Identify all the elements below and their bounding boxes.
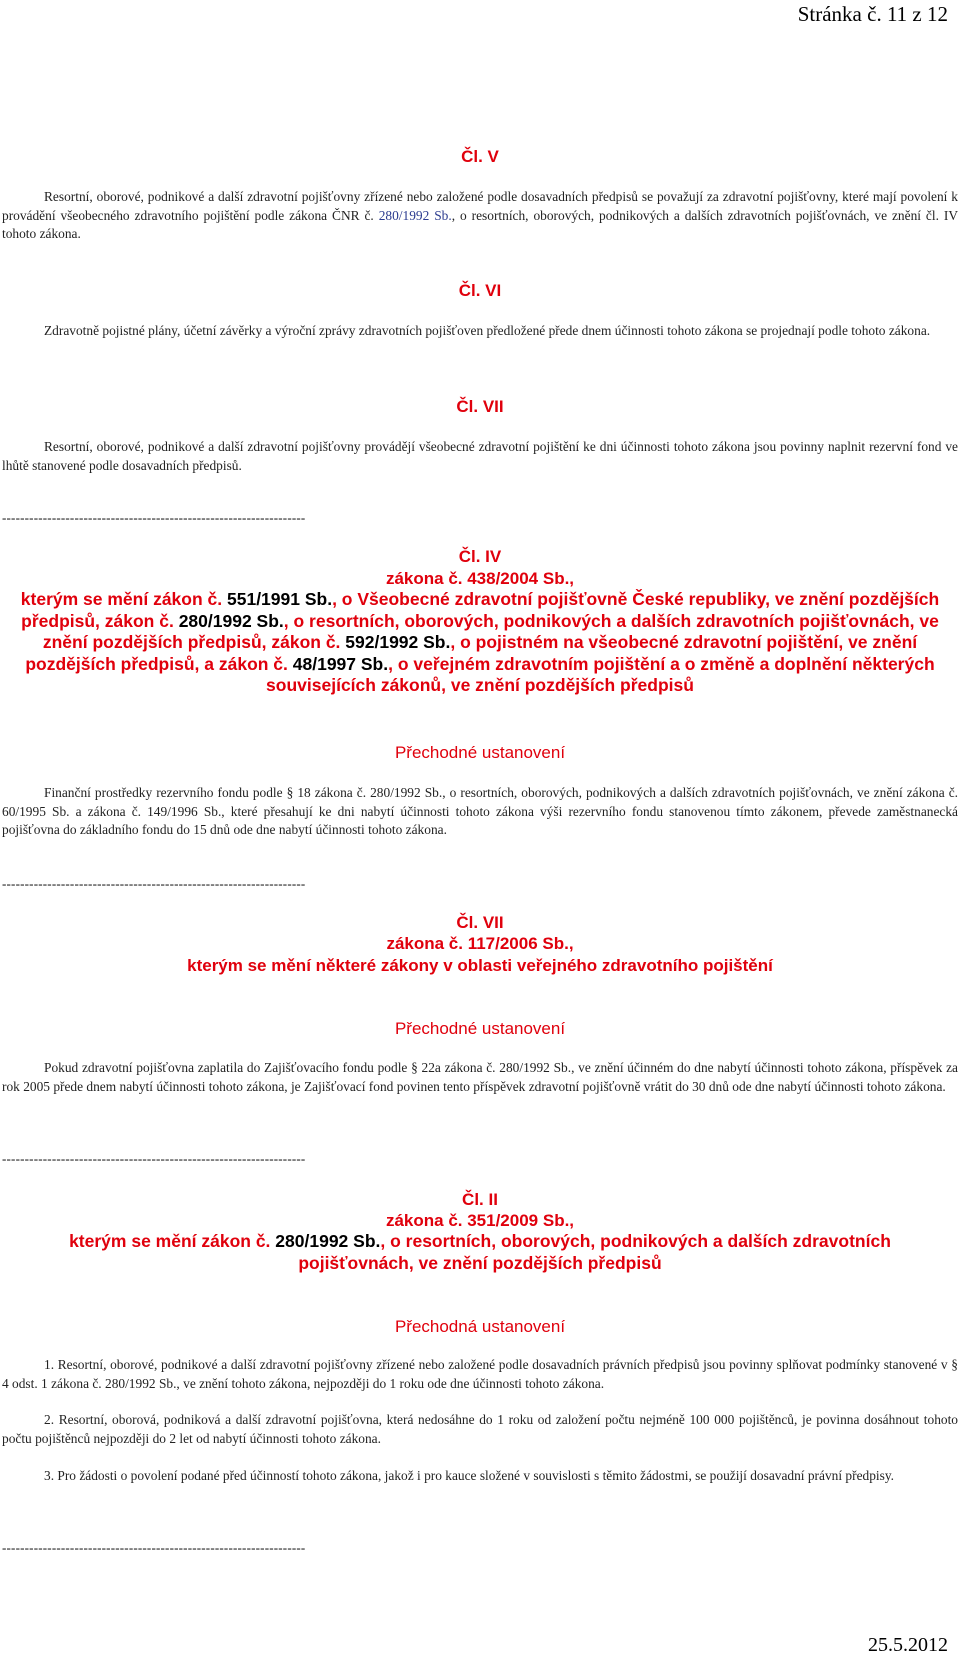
law-link-280-1992[interactable]: 280/1992 Sb. bbox=[178, 610, 284, 631]
transitional-provision-title: Přechodné ustanovení bbox=[394, 1019, 566, 1038]
amendment-law-438-2004: zákona č. 438/2004 Sb., bbox=[385, 569, 575, 588]
separator: ------------------------------------------------------------------- bbox=[2, 1540, 306, 1555]
article-title-v: Čl. V bbox=[461, 147, 499, 166]
amendment-117-description: kterým se mění některé zákony v oblasti veřejného zdravotního pojištění bbox=[187, 956, 773, 975]
law-link-280-1992[interactable]: 280/1992 Sb. bbox=[378, 207, 452, 223]
transitional-provision-text: Finanční prostředky rezervního fondu podle § 18 zákona č. 280/1992 Sb., o resortních, oborových, podnikových a dalších zdravotních pojišťovnách, ve znění zákona č. 60/1995 Sb. a zákona č. 149/1996 Sb., které přesahují ke dni nabytí účinnosti tohoto zákona výši rezervního fondu stanovenou tímto zákonem, převede zaměstnanecká pojišťovna do základního fondu do 15 dnů ode dne nabytí účinnosti tohoto zákona. bbox=[2, 785, 958, 837]
article-title-vii: Čl. VII bbox=[456, 397, 504, 416]
law-link-280-1992[interactable]: 280/1992 Sb. bbox=[275, 1231, 381, 1251]
provision-item-3: 3. Pro žádosti o povolení podané před účinností tohoto zákona, jakož i pro kauce složené v souvislosti s těmito žádostmi, se použijí dosavadní právní předpisy. bbox=[44, 1468, 895, 1483]
desc-part: kterým se mění zákon č. bbox=[20, 589, 227, 609]
amendment-article-ii: Čl. II bbox=[462, 1190, 498, 1209]
amendment-article-vii: Čl. VII bbox=[456, 913, 504, 932]
desc-part: , o veřejném zdravotním pojištění a o změně a doplnění některých souvisejících zákonů, ve znění pozdějších předpisů bbox=[266, 653, 935, 695]
transitional-provision-text: Pokud zdravotní pojišťovna zaplatila do Zajišťovacího fondu podle § 22a zákona č. 280/1992 Sb., ve znění účinném do dne nabytí účinnosti tohoto zákona, příspěvek za rok 2005 přede dnem nabytí účinnosti tohoto zákona, je Zajišťovací fond povinen tento příspěvek zdravotní pojišťovně vrátit do 30 dnů ode dne nabytí účinnosti tohoto zákona. bbox=[2, 1060, 958, 1094]
separator: ------------------------------------------------------------------- bbox=[2, 876, 306, 891]
desc-part: , o Všeobecné zdravotní pojišťovně České republiky, ve znění pozdějších předpisů, zákon č. bbox=[21, 589, 940, 631]
provision-item-2: 2. Resortní, oborová, podniková a další zdravotní pojišťovna, která nedosáhne do 1 roku od založení počtu nejméně 100 000 pojištěnců, je povinna dosáhnout tohoto počtu pojištěnců nejpozději do 2 let od nabytí účinnosti tohoto zákona. bbox=[2, 1412, 958, 1446]
footer-date: 25.5.2012 bbox=[868, 1634, 948, 1656]
amendment-351-description bbox=[20, 1231, 940, 1274]
separator: ------------------------------------------------------------------- bbox=[2, 510, 306, 525]
page-number: Stránka č. 11 z 12 bbox=[797, 2, 948, 26]
article-title-vi: Čl. VI bbox=[458, 281, 502, 300]
amendment-article-iv: Čl. IV bbox=[458, 547, 502, 566]
separator: ------------------------------------------------------------------- bbox=[2, 1151, 306, 1166]
transitional-provisions-title: Přechodná ustanovení bbox=[394, 1317, 566, 1336]
article-v-text bbox=[2, 188, 958, 244]
transitional-provision-title: Přechodné ustanovení bbox=[394, 743, 566, 762]
provision-item-1: 1. Resortní, oborové, podnikové a další zdravotní pojišťovny zřízené nebo založené podle dosavadních právních předpisů jsou povinny splňovat podmínky stanovené v § 4 odst. 1 zákona č. 280/1992 Sb., ve znění tohoto zákona, nejpozději do 1 roku ode dne účinnosti tohoto zákona. bbox=[2, 1357, 958, 1391]
amendment-438-description bbox=[20, 589, 940, 697]
law-link-48-1997[interactable]: 48/1997 Sb. bbox=[292, 653, 389, 674]
law-link-551-1991[interactable]: 551/1991 Sb. bbox=[227, 589, 333, 609]
amendment-law-117-2006: zákona č. 117/2006 Sb., bbox=[386, 934, 574, 953]
desc-part: kterým se mění zákon č. bbox=[69, 1231, 276, 1251]
desc-part: , o resortních, oborových, podnikových a dalších zdravotních pojišťovnách, ve znění pozdějších předpisů, zákon č. bbox=[42, 610, 939, 652]
desc-part: , o resortních, oborových, podnikových a dalších zdravotních pojišťovnách, ve znění pozdějších předpisů bbox=[298, 1231, 891, 1273]
desc-part: , o pojistném na všeobecné zdravotní pojištění, ve znění pozdějších předpisů, a zákon č. bbox=[25, 632, 918, 674]
law-link-592-1992[interactable]: 592/1992 Sb. bbox=[345, 632, 451, 652]
amendment-law-351-2009: zákona č. 351/2009 Sb., bbox=[385, 1211, 575, 1230]
article-v-text-a: Resortní, oborové, podnikové a další zdravotní pojišťovny zřízené nebo založené podle dosavadních předpisů se považují za zdravotní pojišťovny, které mají povolení k provádění všeobecného zdravotního pojištění podle zákona ČNR č. bbox=[2, 189, 958, 223]
article-vii-text: Resortní, oborové, podnikové a další zdravotní pojišťovny provádějí všeobecné zdravotní pojištění ke dni účinnosti tohoto zákona jsou povinny naplnit rezervní fond ve lhůtě stanovené podle dosavadních předpisů. bbox=[2, 439, 958, 473]
article-vi-text: Zdravotně pojistné plány, účetní závěrky a výroční zprávy zdravotních pojišťoven předložené přede dnem účinnosti tohoto zákona se projednají podle tohoto zákona. bbox=[44, 323, 931, 338]
article-v-text-b: , o resortních, oborových, podnikových a dalších zdravotních pojišťovnách, ve znění čl. IV tohoto zákona. bbox=[2, 207, 958, 241]
